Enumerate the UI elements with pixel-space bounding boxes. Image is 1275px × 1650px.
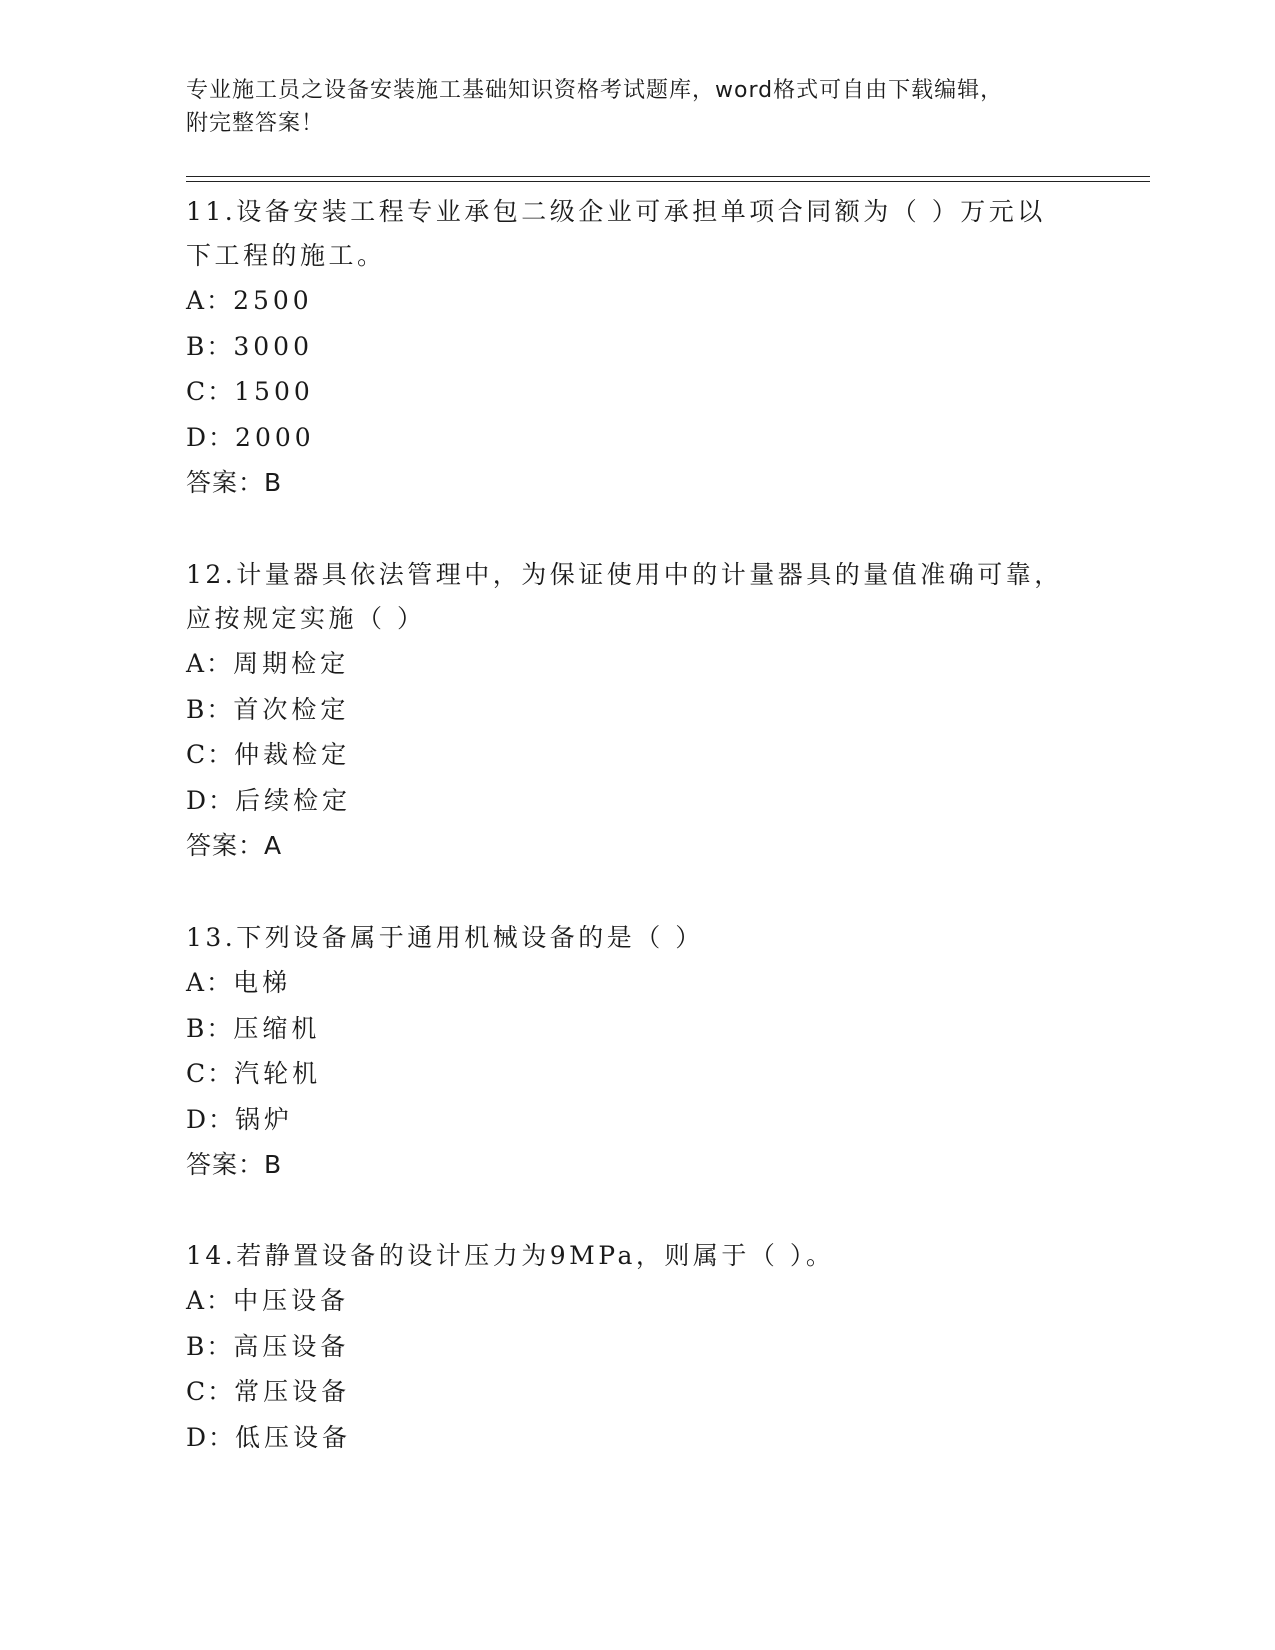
option-text: 中压设备	[233, 1286, 350, 1315]
option-key: A：	[186, 286, 234, 315]
header-divider-top	[186, 176, 1150, 177]
option-b	[186, 687, 1086, 733]
option-text: 1500	[234, 377, 314, 406]
option-text: 高压设备	[233, 1331, 350, 1361]
option-text: 低压设备	[235, 1422, 352, 1452]
option-b	[186, 1324, 1086, 1370]
option-key: A：	[186, 1286, 234, 1315]
option-text: 2500	[233, 286, 313, 315]
option-d	[186, 1415, 1086, 1461]
option-text: 锅炉	[235, 1104, 294, 1134]
header-divider-bottom	[186, 181, 1150, 182]
header-line-1: 专业施工员之设备安装施工基础知识资格考试题库，word格式可自由下载编辑，	[186, 78, 1004, 103]
option-key: D：	[186, 1104, 236, 1134]
option-text: 2000	[235, 422, 315, 452]
option-text: 周期检定	[233, 649, 350, 678]
option-key: D：	[186, 785, 236, 815]
option-key: A：	[186, 649, 234, 678]
question-text-line: 14.若静置设备的设计压力为9MPa，则属于（ ）。	[186, 1241, 835, 1270]
question-11	[186, 190, 1086, 505]
question-text-line: 13.下列设备属于通用机械设备的是（ ）	[186, 923, 704, 952]
option-a	[186, 960, 1086, 1006]
option-text: 常压设备	[234, 1377, 351, 1406]
option-text: 电梯	[233, 968, 292, 997]
option-text: 汽轮机	[234, 1059, 322, 1088]
answer-line: 答案：A	[186, 831, 283, 860]
option-c	[186, 1369, 1086, 1415]
option-d	[186, 778, 1086, 824]
option-key: C：	[186, 1059, 235, 1088]
option-key: C：	[186, 1377, 235, 1406]
option-key: C：	[186, 377, 235, 406]
option-text: 3000	[233, 331, 313, 361]
answer-line: 答案：B	[186, 1150, 283, 1179]
question-text-line: 下工程的施工。	[186, 241, 386, 270]
option-d	[186, 1097, 1086, 1143]
answer-line: 答案：B	[186, 468, 283, 497]
option-a	[186, 1278, 1086, 1324]
option-c	[186, 732, 1086, 778]
option-key: A：	[186, 968, 234, 997]
question-text-line: 应按规定实施（ ）	[186, 604, 426, 633]
option-a	[186, 278, 1086, 324]
option-text: 首次检定	[233, 694, 350, 724]
option-text: 后续检定	[235, 785, 352, 815]
option-key: D：	[186, 422, 236, 452]
option-text: 仲裁检定	[234, 740, 351, 769]
option-key: C：	[186, 740, 235, 769]
question-14	[186, 1234, 1086, 1460]
option-a	[186, 641, 1086, 687]
option-d	[186, 415, 1086, 461]
option-key: B：	[186, 1331, 234, 1361]
option-key: B：	[186, 331, 234, 361]
option-key: B：	[186, 694, 234, 724]
question-13	[186, 916, 1086, 1187]
option-key: B：	[186, 1013, 234, 1043]
option-c	[186, 369, 1086, 415]
question-text-line: 12.计量器具依法管理中，为保证使用中的计量器具的量值准确可靠，	[186, 560, 1063, 589]
option-b	[186, 1006, 1086, 1052]
document-header	[186, 74, 1066, 140]
option-b	[186, 324, 1086, 370]
question-text-line: 11.设备安装工程专业承包二级企业可承担单项合同额为（ ）万元以	[186, 197, 1046, 226]
option-c	[186, 1051, 1086, 1097]
option-text: 压缩机	[233, 1013, 321, 1043]
question-12	[186, 553, 1086, 868]
header-line-2: 附完整答案！	[186, 111, 325, 136]
option-key: D：	[186, 1422, 236, 1452]
